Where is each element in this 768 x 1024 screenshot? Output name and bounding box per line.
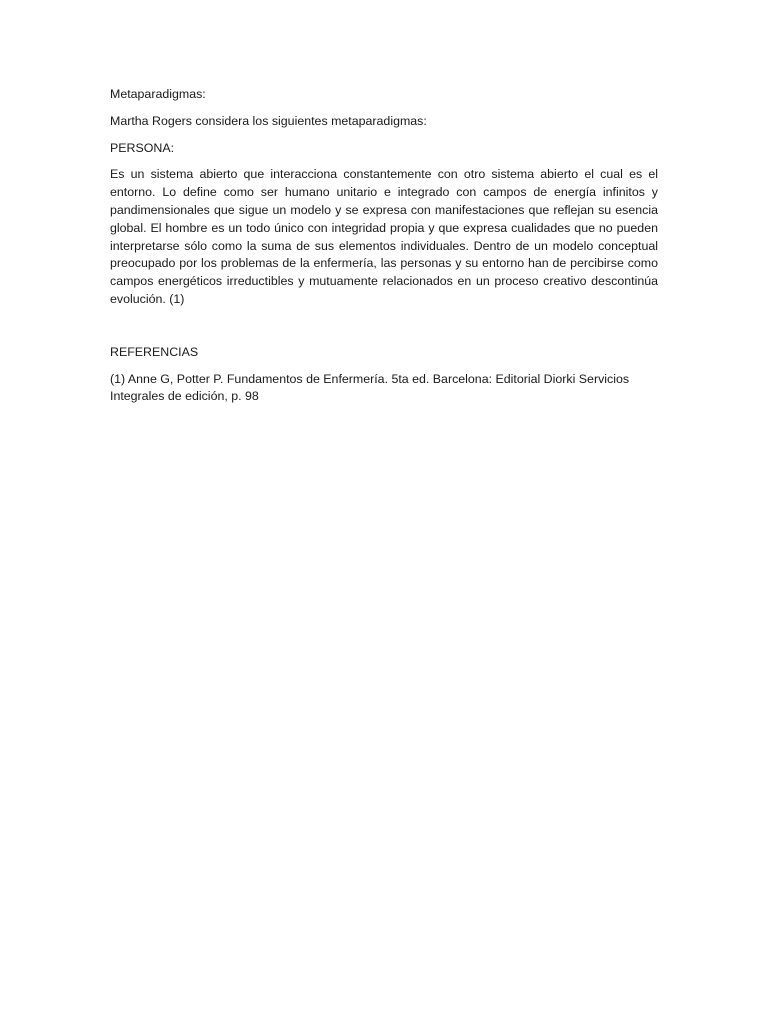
section-label-persona: PERSONA: bbox=[110, 140, 175, 155]
intro-paragraph: Martha Rogers considera los siguientes metaparadigmas: bbox=[110, 113, 427, 128]
body-paragraph: Es un sistema abierto que interacciona constantemente con otro sistema abierto el cual es el entorno. Lo define como ser humano unitario e integrado con campos de energía infinitos y pandimensionales que sigue un modelo y se expresa con manifestaciones que reflejan su esencia global. El hombre es un todo único con integridad propia y que expresa cualidades que no pueden interpretarse sólo como la suma de sus elementos individuales. Dentro de un modelo conceptual preocupado por los problemas de la enfermería, las personas y su entorno han de percibirse como campos energéticos irreductibles y mutuamente relacionados en un proceso creativo descontinúa evolución. (1) bbox=[110, 167, 658, 306]
document-content bbox=[110, 86, 658, 406]
reference-entry: (1) Anne G, Potter P. Fundamentos de Enfermería. 5ta ed. Barcelona: Editorial Diorki Servicios Integrales de edición, p. 98 bbox=[110, 371, 630, 404]
references-heading: REFERENCIAS bbox=[110, 344, 199, 359]
document-heading: Metaparadigmas: bbox=[110, 87, 206, 101]
